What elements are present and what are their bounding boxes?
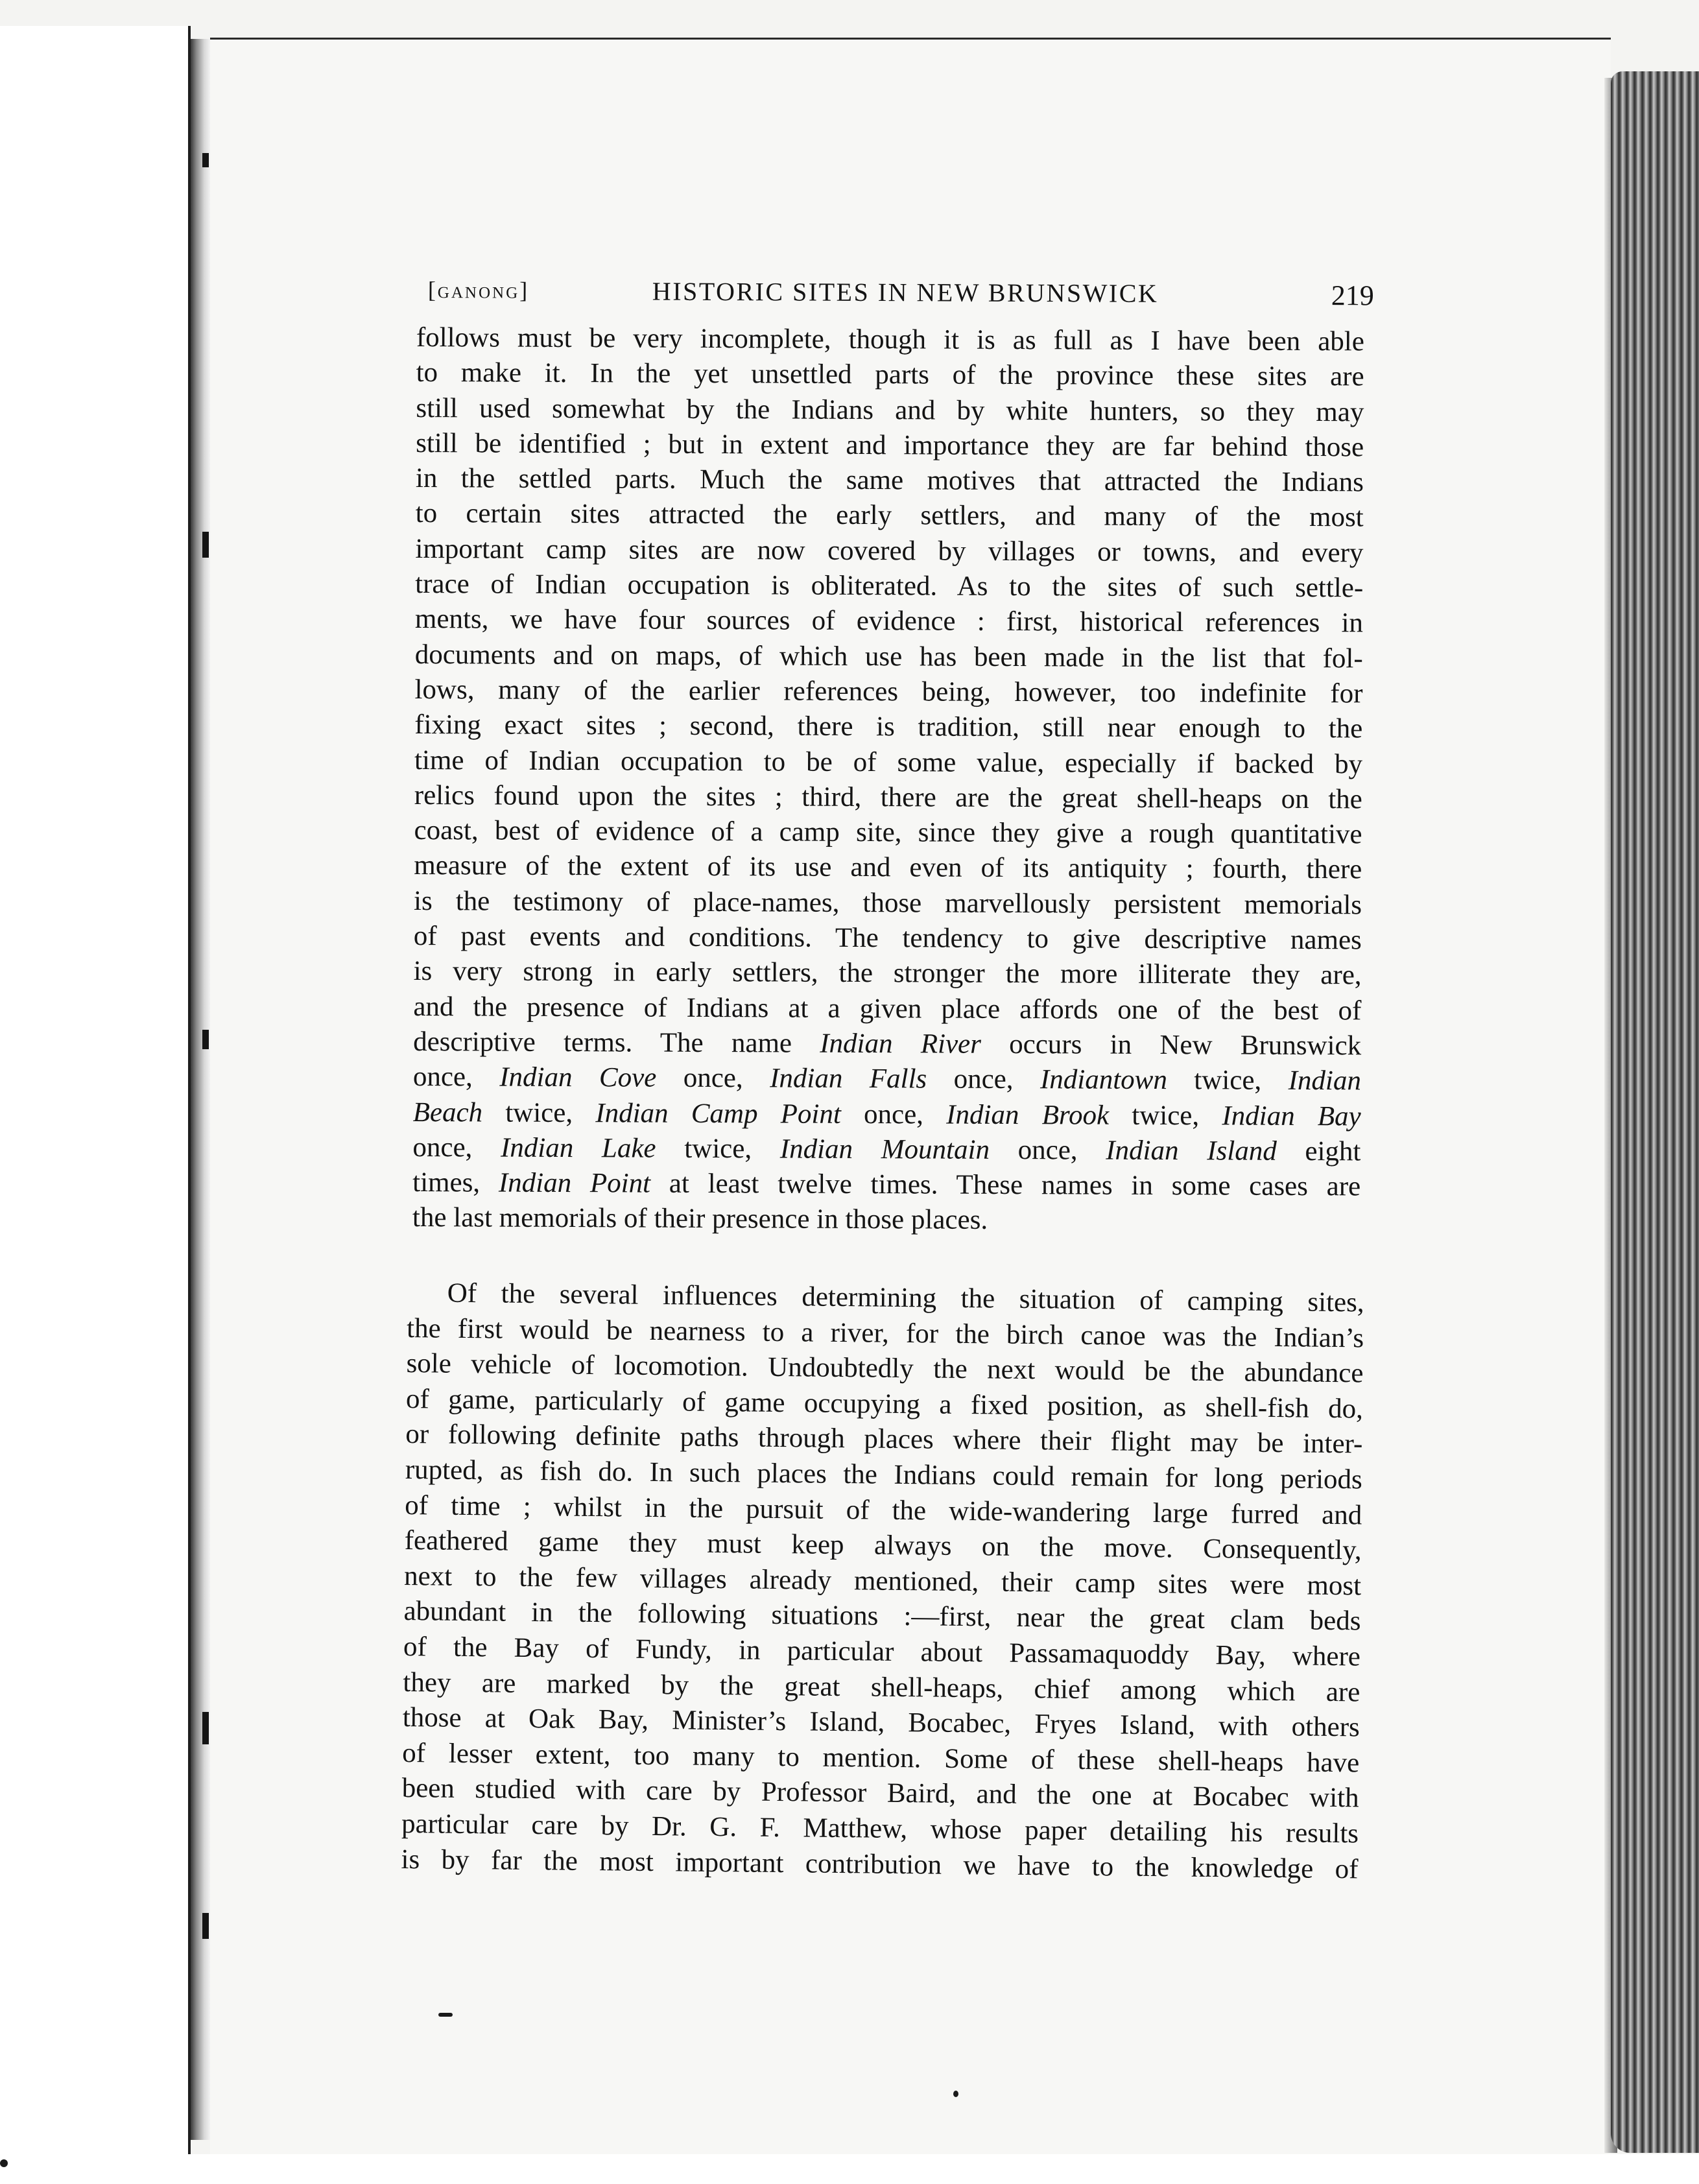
body-text-paragraph-1 [412, 320, 1364, 1240]
place-name: Indian Point [498, 1167, 651, 1199]
text-line: fixing exact sites ; second, there is tradition, still near enough to the [414, 709, 1363, 744]
running-head-author: [ganong] [427, 276, 530, 303]
text-line: those at Oak Bay, Minister’s Island, Bocabec, Fryes Island, with others [402, 1702, 1360, 1743]
text-line: follows must be very incomplete, though it is as full as I have been able [416, 322, 1364, 357]
text-line: feathered game they must keep always on the move. Consequently, [404, 1525, 1362, 1566]
stray-ink-mark [438, 2013, 453, 2017]
text-line: measure of the extent of its use and even of its antiquity ; fourth, there [414, 850, 1362, 885]
gutter-mark [202, 153, 209, 167]
text-line: time of Indian occupation to be of some value, especially if backed by [414, 744, 1363, 779]
text-line: still used somewhat by the Indians and by white hunters, so they may [416, 392, 1364, 427]
place-name: Indian Brook [946, 1099, 1110, 1131]
text-line: and the presence of Indians at a given place affords one of the best of [413, 991, 1362, 1027]
text-segment: descriptive terms. The name [413, 1026, 792, 1059]
text-line: relics found upon the sites ; third, there are the great shell-heaps on the [414, 779, 1362, 815]
text-line: next to the few villages already mentioned, their camp sites were most [403, 1560, 1362, 1602]
text-segment: twice, [684, 1133, 752, 1165]
text-line [413, 1025, 1361, 1064]
text-line: particular care by Dr. G. F. Matthew, whose paper detailing his results [401, 1808, 1359, 1849]
text-line [413, 1060, 1361, 1099]
text-segment: eight [1305, 1135, 1361, 1167]
page-stack [1611, 71, 1699, 2153]
text-line: is very strong in early settlers, the stronger the more illiterate they are, [413, 956, 1362, 991]
place-name: Indian Falls [770, 1063, 927, 1095]
running-head [427, 271, 1374, 314]
gutter-mark [202, 1030, 209, 1049]
gutter-mark [202, 1712, 209, 1744]
text-segment: twice, [1132, 1100, 1200, 1131]
text-segment: once, [863, 1098, 924, 1130]
place-name: Indian Cove [499, 1062, 657, 1093]
text-segment: twice, [1194, 1065, 1262, 1096]
text-line: of past events and conditions. The tendency to give descriptive names [413, 921, 1362, 956]
page-number: 219 [1331, 279, 1374, 312]
text-line: of game, particularly of game occupying a fixed position, as shell-fish do, [405, 1383, 1364, 1425]
place-name: Indian Mountain [779, 1134, 990, 1165]
facing-page-edge [0, 26, 191, 2166]
text-line: is by far the most important contribution we have to the knowledge of [401, 1844, 1359, 1884]
text-segment: at least twelve times. These names in some cases are [669, 1168, 1361, 1202]
place-name: Indian River [820, 1028, 982, 1060]
text-line: Of the several influences determining the situation of camping sites, [447, 1277, 1364, 1318]
place-name: Indian Bay [1222, 1100, 1361, 1132]
text-line: of time ; whilst in the pursuit of the wide-wandering large furred and [405, 1490, 1362, 1530]
text-segment: once, [953, 1063, 1014, 1095]
text-line [413, 1095, 1361, 1135]
place-name: Indian Camp Point [595, 1097, 841, 1130]
text-segment: twice, [505, 1097, 573, 1128]
stray-ink-mark [0, 2159, 8, 2167]
text-line: is the testimony of place-names, those marvellously persistent memorials [413, 885, 1362, 921]
scan-bottom-margin [0, 2154, 1699, 2184]
place-name: Indian Lake [500, 1132, 656, 1164]
text-line: abundant in the following situations :—first, near the great clam beds [403, 1596, 1361, 1637]
text-segment: once, [412, 1132, 473, 1163]
text-segment: occurs in New Brunswick [1009, 1028, 1362, 1062]
place-name: Indian [1288, 1065, 1362, 1097]
text-line: of the Bay of Fundy, in particular about Passamaquoddy Bay, where [403, 1631, 1361, 1672]
text-line: of lesser extent, too many to mention. Some of these shell-heaps have [402, 1737, 1360, 1779]
text-line [412, 1130, 1360, 1170]
text-line: to certain sites attracted the early settlers, and many of the most [415, 498, 1364, 533]
text-line: to make it. In the yet unsettled parts of the province these sites are [416, 357, 1364, 392]
place-name: Beach [412, 1097, 483, 1128]
text-line: been studied with care by Professor Baird, and the one at Bocabec with [401, 1773, 1359, 1814]
place-name: Indiantown [1040, 1064, 1168, 1096]
gutter-mark [202, 532, 209, 558]
text-line: trace of Indian occupation is obliterated. As to the sites of such settle- [415, 569, 1364, 604]
place-name: Indian Island [1106, 1135, 1277, 1167]
text-line: documents and on maps, of which use has been made in the list that fol- [414, 639, 1363, 674]
gutter-mark [202, 1913, 209, 1939]
text-line: sole vehicle of locomotion. Undoubtedly the next would be the abundance [406, 1348, 1364, 1389]
running-head-title: HISTORIC SITES IN NEW BRUNSWICK [652, 276, 1159, 308]
text-line: or following definite paths through places where their flight may be inter- [405, 1419, 1363, 1460]
text-line: they are marked by the great shell-heaps, chief among which are [403, 1667, 1360, 1707]
text-segment: once, [1017, 1134, 1078, 1166]
text-line [412, 1165, 1360, 1205]
book-gutter [191, 39, 210, 2140]
text-line: still be identified ; but in extent and importance they are far behind those [416, 427, 1364, 463]
text-line: ments, we have four sources of evidence : first, historical references in [414, 604, 1364, 639]
text-segment: once, [683, 1063, 743, 1094]
body-text-paragraph-2 [401, 1276, 1364, 1887]
text-line: coast, best of evidence of a camp site, since they give a rough quantitative [414, 815, 1362, 850]
text-line: in the settled parts. Much the same motives that attracted the Indians [415, 463, 1364, 498]
text-segment: once, [412, 1062, 473, 1093]
stray-ink-mark [953, 2091, 958, 2097]
text-line: lows, many of the earlier references being, however, too indefinite for [414, 674, 1363, 709]
text-segment: times, [412, 1167, 481, 1198]
text-line: rupted, as fish do. In such places the Indians could remain for long periods [405, 1454, 1363, 1495]
text-line: important camp sites are now covered by villages or towns, and every [415, 533, 1364, 569]
text-line: the last memorials of their presence in those places. [412, 1202, 988, 1236]
text-line: the first would be nearness to a river, for the birch canoe was the Indian’s [406, 1312, 1364, 1354]
